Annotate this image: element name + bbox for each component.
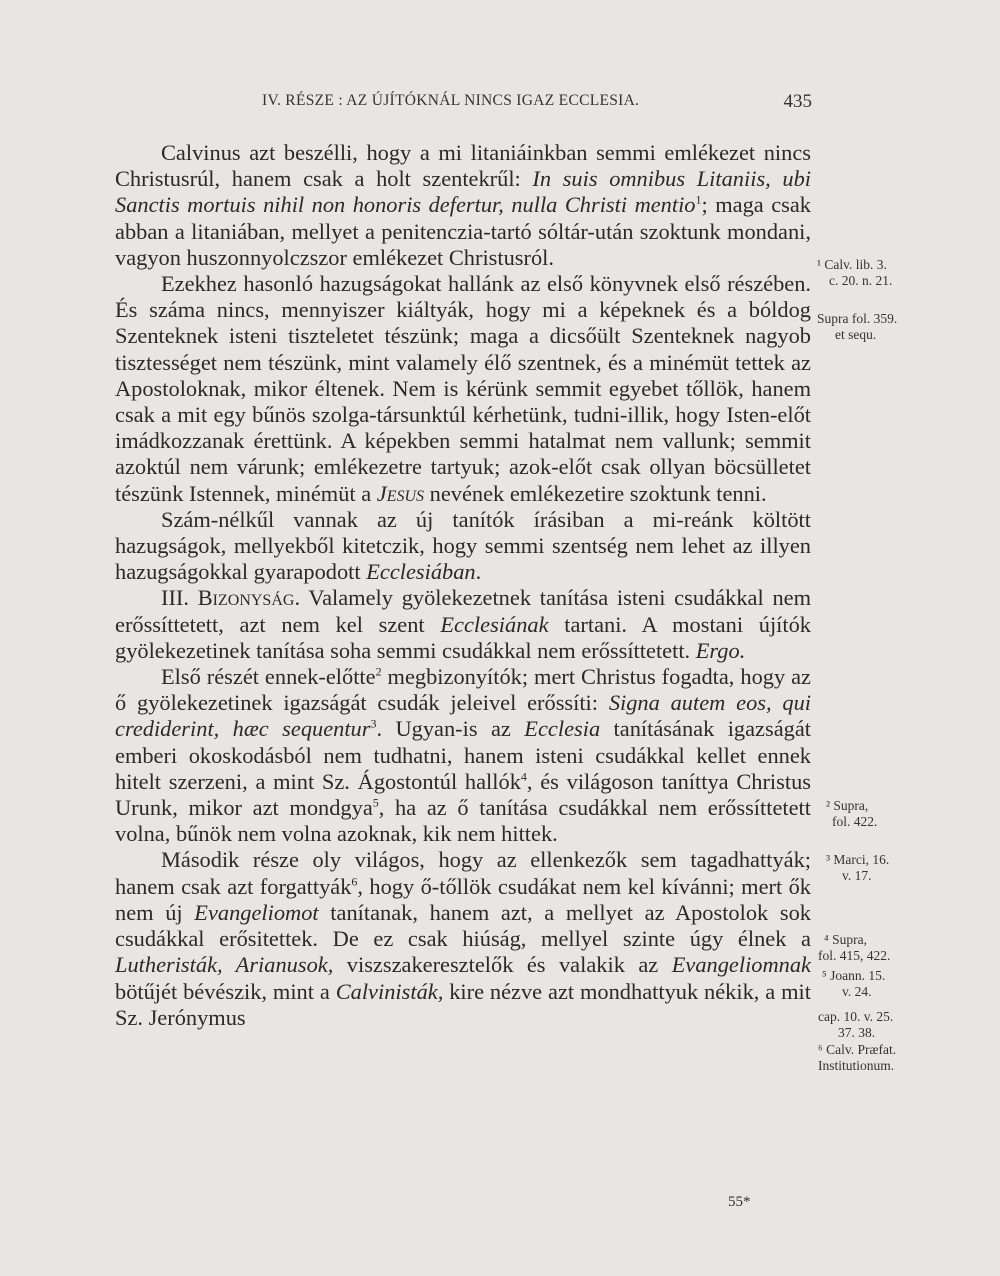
page-number: 435 [783, 91, 812, 112]
margin-note: ² Supra, fol. 422. [826, 798, 878, 829]
paragraph-3: Szám-nélkűl vannak az új tanítók írásiban a mi-reánk költött hazugságok, mellyekből kitetczik, hogy semmi szentség nem lehet az illyen hazugságokkal gyarapodott Ecclesiában. [115, 506, 811, 585]
margin-note: cap. 10. v. 25. 37. 38. [818, 1009, 894, 1040]
main-text [115, 140, 811, 1031]
paragraph-4: III. Bizonyság. Valamely gyölekezetnek tanítása isteni csudákkal nem erőssíttetett, azt nem kel szent Ecclesiának tartani. A mostani újítók gyölekezetinek tanítása soha semmi csudákkal nem erőssíttetett. Ergo. [115, 585, 811, 663]
margin-note: ⁵ Joann. 15. v. 24. [822, 968, 886, 999]
running-title: IV. RÉSZE : AZ ÚJÍTÓKNÁL NINCS IGAZ ECCLESIA. [262, 92, 640, 109]
paragraph-2: Ezekhez hasonló hazugságokat hallánk az első könyvnek első részében. És száma nincs, mennyiszer kiáltyák, hogy mi a képeknek és a bóldog Szenteknek isteni tiszteletet tészünk; maga a dicsőült Szenteknek nagyob tisztességet nem tészünk, mint valamely élő szentnek, és a minémüt tettek az Apostoloknak, mikor éltenek. Nem is kérünk semmit egyebet tőllök, hanem csak a mit egy bűnös szolga-társunktúl kérhetünk, tudni-illik, hogy Isten-előt imádkozzanak érettünk. A képekben semmi hatalmat nem vallunk; semmit azoktúl nem várunk; emlékezetre tartyuk; azok-előt csak ollyan böcsülletet tészünk Istennek, minémüt a Jesus nevének emlékezetire szoktunk tenni. [115, 271, 811, 506]
signature-mark: 55* [728, 1194, 751, 1210]
margin-note: ⁶ Calv. Præfat. Institutionum. [818, 1042, 897, 1073]
paragraph-1: Calvinus azt beszélli, hogy a mi litaniáinkban semmi emlékezet nincs Christusrúl, hanem csak a holt szentekrűl: In suis omnibus Litaniis, ubi Sanctis mortuis nihil non honoris defertur, nulla Christi mentio$^1$; maga csak abban a litaniában, mellyet a penitenczia-tartó sóltár-után szoktunk mondani, vagyon huszonnyolczszor emlékezet Christusról. [115, 140, 811, 270]
margin-note: ³ Marci, 16. v. 17. [826, 852, 890, 883]
margin-note: ¹ Calv. lib. 3. c. 20. n. 21. [817, 257, 893, 288]
paragraph-5: Első részét ennek-előtte$^2$ megbizonyítók; mert Christus fogadta, hogy az ő gyölekezetinek igazságát csudák jeleivel erőssíti: Signa autem eos, qui crediderint, hæc sequentur$^3$. Ugyan-is az Ecclesia tanításának igazságát emberi okoskodásból nem tudhatni, hanem isteni csudákkal kellet ennek hitelt szerzeni, a mint Sz. Ágostontúl hallók$^4$, és világoson taníttya Christus Urunk, mikor azt mondgya$^5$, ha az ő tanítása csudákkal nem erőssíttetett volna, bűnök nem volna azoknak, kik nem hittek. [115, 664, 812, 847]
margin-note: ⁴ Supra, fol. 415, 422. [818, 932, 891, 963]
paragraph-6: Második része oly világos, hogy az ellenkezők sem tagadhattyák; hanem csak azt forgattyák$^6$, hogy ő-tőllök csudákat nem kel kívánni; mert ők nem új Evangeliomot tanítanak, hanem azt, a mellyet az Apostolok sok csudákkal erősitettek. De ez csak hiúság, mellyel szinte úgy élnek a Lutheristák, Arianusok, viszszakeresztelők és valakik az Evangeliomnak bötűjét bévészik, mint a Calvinisták, kire nézve azt mondhattyuk nékik, a mit Sz. Jerónymus [115, 847, 811, 1030]
margin-note: Supra fol. 359. et sequ. [817, 311, 898, 342]
